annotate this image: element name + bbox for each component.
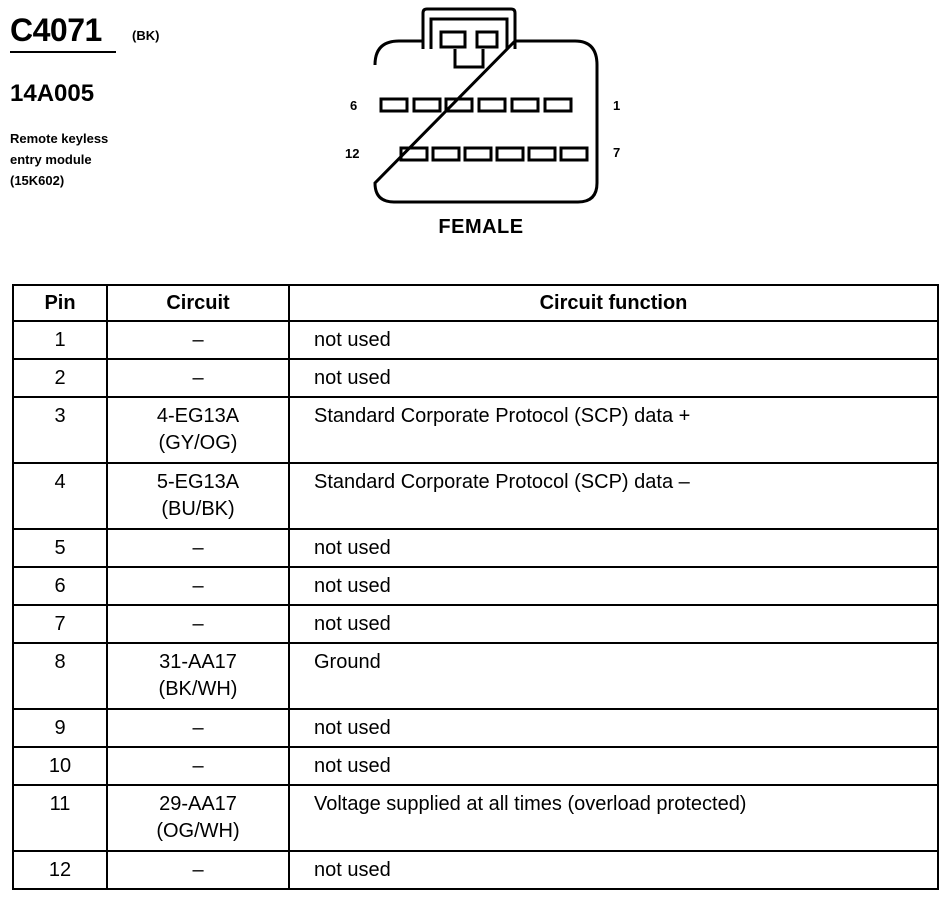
column-header-pin: Pin — [13, 285, 107, 321]
part-number: 14A005 — [10, 80, 95, 107]
pin-number-cell: 5 — [13, 529, 107, 567]
pin-number-cell: 1 — [13, 321, 107, 359]
circuit-code: – — [192, 613, 204, 635]
table-row — [13, 747, 938, 785]
circuit-code: – — [192, 537, 204, 559]
pin-number-cell: 6 — [13, 567, 107, 605]
circuit-cell — [107, 709, 289, 747]
circuit-function-cell: Standard Corporate Protocol (SCP) data + — [289, 397, 938, 463]
circuit-code: 5-EG13A — [156, 471, 240, 493]
module-description — [10, 128, 108, 191]
pin-label-bottom-right: 7 — [613, 145, 621, 160]
circuit-function-cell: not used — [289, 567, 938, 605]
table-row — [13, 709, 938, 747]
table-header-row — [13, 285, 938, 321]
table-row — [13, 643, 938, 709]
connector-face-diagram — [345, 5, 645, 210]
table-row — [13, 397, 938, 463]
pin-number-cell: 7 — [13, 605, 107, 643]
circuit-cell — [107, 747, 289, 785]
pin-number-cell: 10 — [13, 747, 107, 785]
pin-label-top-left: 6 — [350, 98, 358, 113]
circuit-code: 31-AA17 — [159, 651, 237, 673]
circuit-function-cell: not used — [289, 321, 938, 359]
pinout-table-body — [13, 321, 938, 889]
pinout-table — [12, 284, 939, 890]
wire-color: (GY/OG) — [158, 432, 238, 454]
circuit-cell — [107, 321, 289, 359]
description-line: (15K602) — [10, 173, 65, 188]
circuit-function-cell: not used — [289, 851, 938, 889]
column-header-function: Circuit function — [289, 285, 938, 321]
circuit-cell — [107, 567, 289, 605]
pin-number-cell: 4 — [13, 463, 107, 529]
circuit-code: – — [192, 859, 204, 881]
description-line: Remote keyless — [10, 131, 109, 146]
pin-number-cell: 2 — [13, 359, 107, 397]
wire-color: (BK/WH) — [158, 678, 238, 700]
table-row — [13, 529, 938, 567]
pin-number-cell: 12 — [13, 851, 107, 889]
circuit-code: – — [192, 329, 204, 351]
description-line: entry module — [10, 152, 92, 167]
connector-id-underline — [10, 51, 116, 53]
circuit-cell — [107, 463, 289, 529]
circuit-code: – — [192, 575, 204, 597]
wire-color: (OG/WH) — [156, 820, 240, 842]
connector-id: C4071 — [10, 12, 102, 48]
pin-label-bottom-left: 12 — [345, 146, 360, 161]
pin-number-cell: 11 — [13, 785, 107, 851]
pin-number-cell: 3 — [13, 397, 107, 463]
pin-number-cell: 8 — [13, 643, 107, 709]
circuit-code: – — [192, 717, 204, 739]
circuit-cell — [107, 359, 289, 397]
circuit-cell — [107, 529, 289, 567]
table-row — [13, 359, 938, 397]
table-row — [13, 321, 938, 359]
connector-color: (BK) — [132, 28, 160, 43]
column-header-circuit: Circuit — [107, 285, 289, 321]
pin-label-top-right: 1 — [613, 98, 621, 113]
circuit-code: – — [192, 755, 204, 777]
circuit-function-cell: not used — [289, 529, 938, 567]
table-row — [13, 851, 938, 889]
circuit-code: 4-EG13A — [156, 405, 240, 427]
circuit-function-cell: Voltage supplied at all times (overload protected) — [289, 785, 938, 851]
circuit-cell — [107, 643, 289, 709]
circuit-function-cell: Ground — [289, 643, 938, 709]
connector-gender-label: FEMALE — [438, 216, 524, 238]
circuit-cell — [107, 605, 289, 643]
table-row — [13, 605, 938, 643]
table-row — [13, 567, 938, 605]
table-row — [13, 785, 938, 851]
pin-number-cell: 9 — [13, 709, 107, 747]
table-row — [13, 463, 938, 529]
circuit-function-cell: Standard Corporate Protocol (SCP) data – — [289, 463, 938, 529]
circuit-function-cell: not used — [289, 709, 938, 747]
circuit-cell — [107, 785, 289, 851]
circuit-function-cell: not used — [289, 605, 938, 643]
circuit-cell — [107, 851, 289, 889]
circuit-code: – — [192, 367, 204, 389]
circuit-cell — [107, 397, 289, 463]
wire-color: (BU/BK) — [161, 498, 235, 520]
circuit-code: 29-AA17 — [159, 793, 237, 815]
circuit-function-cell: not used — [289, 359, 938, 397]
circuit-function-cell: not used — [289, 747, 938, 785]
